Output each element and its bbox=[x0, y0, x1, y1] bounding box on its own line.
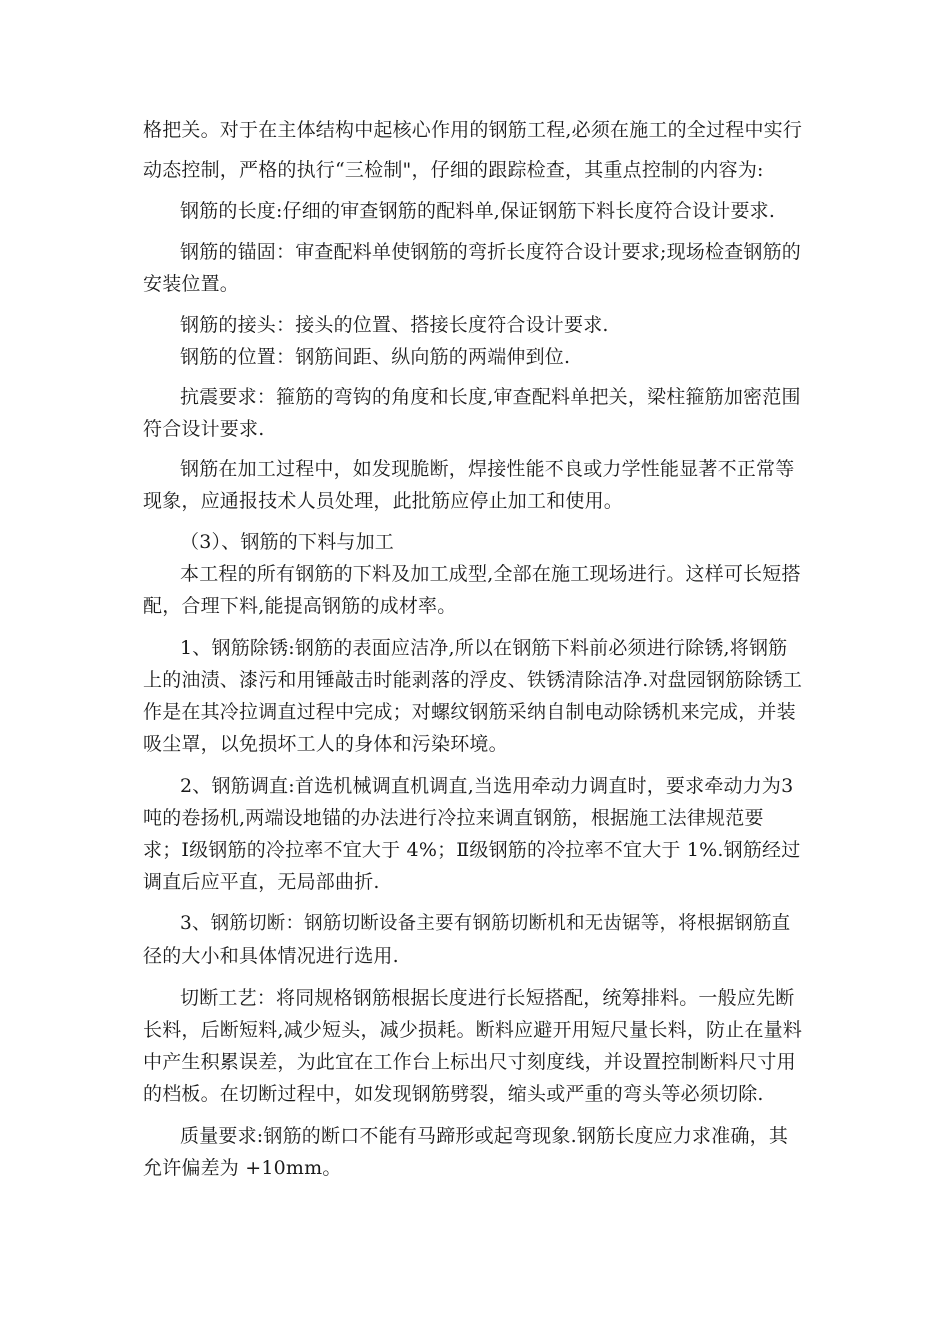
section-heading: （3）、钢筋的下料与加工 bbox=[180, 531, 394, 553]
text-line: 钢筋的长度:仔细的审查钢筋的配料单,保证钢筋下料长度符合设计要求. bbox=[180, 200, 776, 222]
text-line: 符合设计要求. bbox=[143, 418, 265, 440]
text-line: 动态控制，严格的执行“三检制"，仔细的跟踪检查，其重点控制的内容为: bbox=[143, 159, 764, 181]
text-line: 质量要求:钢筋的断口不能有马蹄形或起弯现象.钢筋长度应力求准确，其 bbox=[180, 1125, 789, 1147]
text-line: 允许偏差为 +10mm。 bbox=[143, 1157, 342, 1179]
text-line: 吸尘罩，以免损坏工人的身体和污染环境。 bbox=[143, 733, 508, 755]
text-line: 3、钢筋切断：钢筋切断设备主要有钢筋切断机和无齿锯等，将根据钢筋直 bbox=[180, 913, 791, 934]
text-line: 本工程的所有钢筋的下料及加工成型,全部在施工现场进行。这样可长短搭 bbox=[180, 563, 801, 585]
text-line: 钢筋的接头：接头的位置、搭接长度符合设计要求. bbox=[180, 314, 609, 336]
text-line: 调直后应平直，无局部曲折. bbox=[143, 871, 380, 893]
text-line: 钢筋在加工过程中，如发现脆断，焊接性能不良或力学性能显著不正常等 bbox=[180, 458, 795, 480]
text-line: 上的油渍、漆污和用锤敲击时能剥落的浮皮、铁锈清除洁净.对盘园钢筋除锈工 bbox=[143, 669, 803, 691]
text-line: 的档板。在切断过程中，如发现钢筋劈裂，缩头或严重的弯头等必须切除. bbox=[143, 1083, 764, 1105]
text-line: 抗震要求：箍筋的弯钩的角度和长度,审查配料单把关，梁柱箍筋加密范围 bbox=[180, 386, 801, 408]
text-line: 作是在其冷拉调直过程中完成；对螺纹钢筋采纳自制电动除锈机来完成，并装 bbox=[143, 701, 796, 723]
text-line: 格把关。对于在主体结构中起核心作用的钢筋工程,必须在施工的全过程中实行 bbox=[143, 119, 803, 141]
text-line: 切断工艺：将同规格钢筋根据长度进行长短搭配，统筹排料。一般应先断 bbox=[180, 987, 795, 1009]
text-line: 吨的卷扬机,两端设地锚的办法进行冷拉来调直钢筋，根据施工法律规范要 bbox=[143, 807, 764, 829]
text-line: 配，合理下料,能提高钢筋的成材率。 bbox=[143, 595, 457, 617]
text-line: 1、钢筋除锈:钢筋的表面应洁净,所以在钢筋下料前必须进行除锈,将钢筋 bbox=[180, 637, 788, 659]
text-line: 钢筋的位置：钢筋间距、纵向筋的两端伸到位. bbox=[180, 346, 571, 368]
text-line: 安装位置。 bbox=[143, 273, 240, 295]
text-line: 长料，后断短料,减少短头，减少损耗。断料应避开用短尺量长料，防止在量料 bbox=[143, 1019, 803, 1041]
text-line: 求；Ⅰ级钢筋的冷拉率不宜大于 4%；Ⅱ级钢筋的冷拉率不宜大于 1%.钢筋经过 bbox=[143, 839, 801, 861]
text-line: 径的大小和具体情况进行选用. bbox=[143, 945, 399, 967]
text-line: 钢筋的锚固：审查配料单使钢筋的弯折长度符合设计要求;现场检查钢筋的 bbox=[180, 241, 802, 263]
text-line: 现象，应通报技术人员处理，此批筋应停止加工和使用。 bbox=[143, 490, 624, 512]
text-line: 2、钢筋调直:首选机械调直机调直,当选用牵动力调直时，要求牵动力为3 bbox=[180, 775, 794, 797]
text-line: 中产生积累误差，为此宜在工作台上标出尺寸刻度线，并设置控制断料尺寸用 bbox=[143, 1051, 796, 1073]
